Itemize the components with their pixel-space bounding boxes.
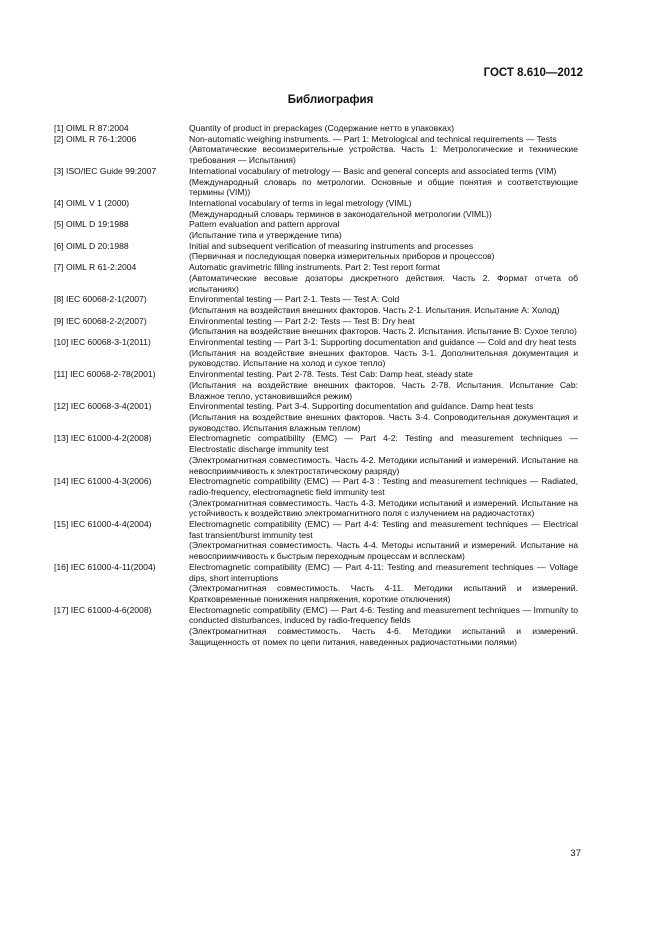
entry-line: Initial and subsequent verification of measuring instruments and processes: [189, 240, 474, 251]
entry-description: [189, 123, 578, 134]
entry-description: [189, 476, 578, 519]
bibliography-entry: [54, 241, 578, 262]
entry-line: (Электромагнитная совместимость. Часть 4-11. Методики испытаний и измерений. Кратковременные понижения напряжения, короткие отключения): [189, 583, 578, 604]
entry-line: (Электромагнитная совместимость. Часть 4-4. Методы испытаний и измерений. Испытание на невосприимчивость к быстрым переходным процессам и всплескам): [189, 540, 578, 562]
entry-description: [189, 401, 578, 433]
entry-reference: [7] OIML R 61-2:2004: [54, 262, 137, 273]
entry-description: [189, 605, 578, 648]
entry-reference: [13] IEC 61000-4-2(2008): [54, 433, 152, 444]
entry-reference: [16] IEC 61000-4-11(2004): [54, 561, 156, 572]
entry-reference: [17] IEC 61000-4-6(2008): [54, 604, 152, 615]
entry-reference: [5] OIML D 19:1988: [54, 219, 129, 230]
entry-reference: [1] OIML R 87:2004: [54, 123, 129, 133]
entry-line: (Испытания на воздействие внешних факторов. Часть 3-1. Дополнительная документация и руководство. Испытание на холод и сухое тепло): [189, 347, 578, 369]
entry-line: Electromagnetic compatibility (EMC) — Part 4-3 : Testing and measurement techniques — Radiated, radio-frequency, electromagnetic field immunity test: [189, 476, 578, 497]
bibliography-entry: [54, 519, 578, 562]
entry-description: [189, 166, 578, 198]
entry-line: Electromagnetic compatibility (EMC) — Part 4-6: Testing and measurement techniques — Immunity to conducted disturbances, induced by radio-frequency fields: [189, 604, 578, 626]
entry-description: [189, 294, 578, 315]
standard-header: ГОСТ 8.610—2012: [483, 67, 583, 79]
entry-reference: [8] IEC 60068-2-1(2007): [54, 294, 147, 305]
entry-line: (Испытания на воздействие внешних факторов. Часть 2-78. Испытания. Испытание Cab: Влажное тепло, установившийся режим): [189, 379, 578, 401]
bibliography-entry: [54, 562, 578, 605]
page-number: 37: [570, 848, 581, 859]
entry-line: (Испытания на воздействия внешних факторов. Часть 2-1. Испытания. Испытание A: Холод): [189, 304, 560, 315]
entry-reference: [3] ISO/IEC Guide 99:2007: [54, 165, 157, 176]
entry-description: [189, 562, 578, 605]
entry-line: (Испытание типа и утверждение типа): [189, 230, 342, 241]
bibliography-entry: [54, 337, 578, 369]
entry-description: [189, 337, 578, 369]
entry-description: [189, 519, 578, 562]
entry-line: Environmental testing. Part 2-78. Tests. Test Cab: Damp heat, steady state: [189, 369, 473, 380]
entry-line: International vocabulary of terms in legal metrology (VIML): [189, 197, 412, 208]
entry-line: (Первичная и последующая поверка измерительных приборов и процессов): [189, 251, 495, 262]
entry-line: (Испытания на воздействие внешних факторов. Часть 3-4. Сопроводительная документация и руководство. Испытания влажным теплом): [189, 411, 578, 433]
entry-line: Electromagnetic compatibility (EMC) — Part 4-4: Testing and measurement techniques — Electrical fast transient/burst immunity test: [189, 519, 578, 540]
bibliography-entry: [54, 219, 578, 240]
entry-line: (Электромагнитная совместимость. Часть 4-2. Методики испытаний и измерений. Испытание на невосприимчивость к электростатическому разряду): [189, 454, 578, 476]
bibliography-list: [54, 123, 578, 647]
bibliography-entry: [54, 123, 578, 134]
entry-line: Quantity of product in prepackages (Содержание нетто в упаковках): [189, 123, 455, 133]
entry-line: (Испытания на воздействие внешних факторов. Часть 2. Испытания. Испытание B: Сухое тепло): [189, 326, 577, 337]
entry-description: [189, 433, 578, 476]
entry-reference: [12] IEC 60068-3-4(2001): [54, 401, 152, 412]
page-title: Библиография: [287, 94, 374, 106]
entry-line: (Международный словарь по метрологии. Основные и общие понятия и соответствующие термины (VIM)): [189, 176, 578, 198]
bibliography-entry: [54, 166, 578, 198]
entry-description: [189, 369, 578, 401]
entry-reference: [6] OIML D 20:1988: [54, 240, 129, 251]
bibliography-entry: [54, 401, 578, 433]
entry-description: [189, 219, 578, 240]
entry-reference: [15] IEC 61000-4-4(2004): [54, 519, 152, 530]
entry-reference: [4] OIML V 1 (2000): [54, 197, 130, 208]
entry-description: [189, 262, 578, 294]
entry-reference: [14] IEC 61000-4-3(2006): [54, 476, 152, 487]
bibliography-entry: [54, 134, 578, 166]
entry-line: Electromagnetic compatibility (EMC) — Part 4-2: Testing and measurement techniques — Electrostatic discharge immunity test: [189, 433, 578, 455]
bibliography-entry: [54, 369, 578, 401]
bibliography-entry: [54, 316, 578, 337]
entry-reference: [2] OIML R 76-1:2006: [54, 133, 137, 144]
entry-description: [189, 134, 578, 166]
entry-reference: [9] IEC 60068-2-2(2007): [54, 315, 147, 326]
entry-line: Environmental testing. Part 3-4. Supporting documentation and guidance. Damp heat tests: [189, 401, 534, 412]
entry-line: Environmental testing — Part 2-2: Tests — Test B: Dry heat: [189, 315, 415, 326]
entry-reference: [11] IEC 60068-2-78(2001): [54, 369, 156, 380]
entry-reference: [10] IEC 60068-3-1(2011): [54, 337, 151, 348]
entry-description: [189, 198, 578, 219]
bibliography-entry: [54, 476, 578, 519]
entry-line: (Автоматические весоизмерительные устройства. Часть 1: Метрологические и технические требования — Испытания): [189, 144, 578, 166]
entry-line: Non-automatic weighing instruments. — Part 1: Metrological and technical requirements — Tests: [189, 133, 557, 144]
entry-line: (Электромагнитная совместимость. Часть 4-3. Методики испытаний и измерений. Испытание на устойчивость к воздействию электромагнитного поля с излучением на радиочастотах): [189, 497, 578, 519]
bibliography-entry: [54, 198, 578, 219]
bibliography-entry: [54, 605, 578, 648]
entry-line: (Международный словарь терминов в законодательной метрологии (VIML)): [189, 208, 492, 219]
bibliography-entry: [54, 262, 578, 294]
entry-line: Environmental testing — Part 3-1: Supporting documentation and guidance — Cold and dry heat tests: [189, 337, 577, 348]
bibliography-entry: [54, 294, 578, 315]
entry-line: Automatic gravimetric filling instruments. Part 2: Test report format: [189, 262, 441, 273]
entry-line: International vocabulary of metrology — Basic and general concepts and associated terms (VIM): [189, 165, 557, 176]
entry-line: Environmental testing — Part 2-1. Tests — Test A: Cold: [189, 294, 400, 305]
entry-line: (Электромагнитная совместимость. Часть 4-6. Методики испытаний и измерений. Защищенность от помех по цепи питания, наведенных радиочастотными полями): [189, 626, 578, 647]
entry-line: (Автоматические весовые дозаторы дискретного действия. Часть 2. Формат отчета об испытаниях): [189, 272, 578, 294]
entry-line: Electromagnetic compatibility (EMC) — Part 4-11: Testing and measurement techniques — Voltage dips, short interruptions: [189, 561, 578, 583]
entry-line: Pattern evaluation and pattern approval: [189, 219, 340, 230]
entry-description: [189, 241, 578, 262]
bibliography-entry: [54, 433, 578, 476]
entry-description: [189, 316, 578, 337]
